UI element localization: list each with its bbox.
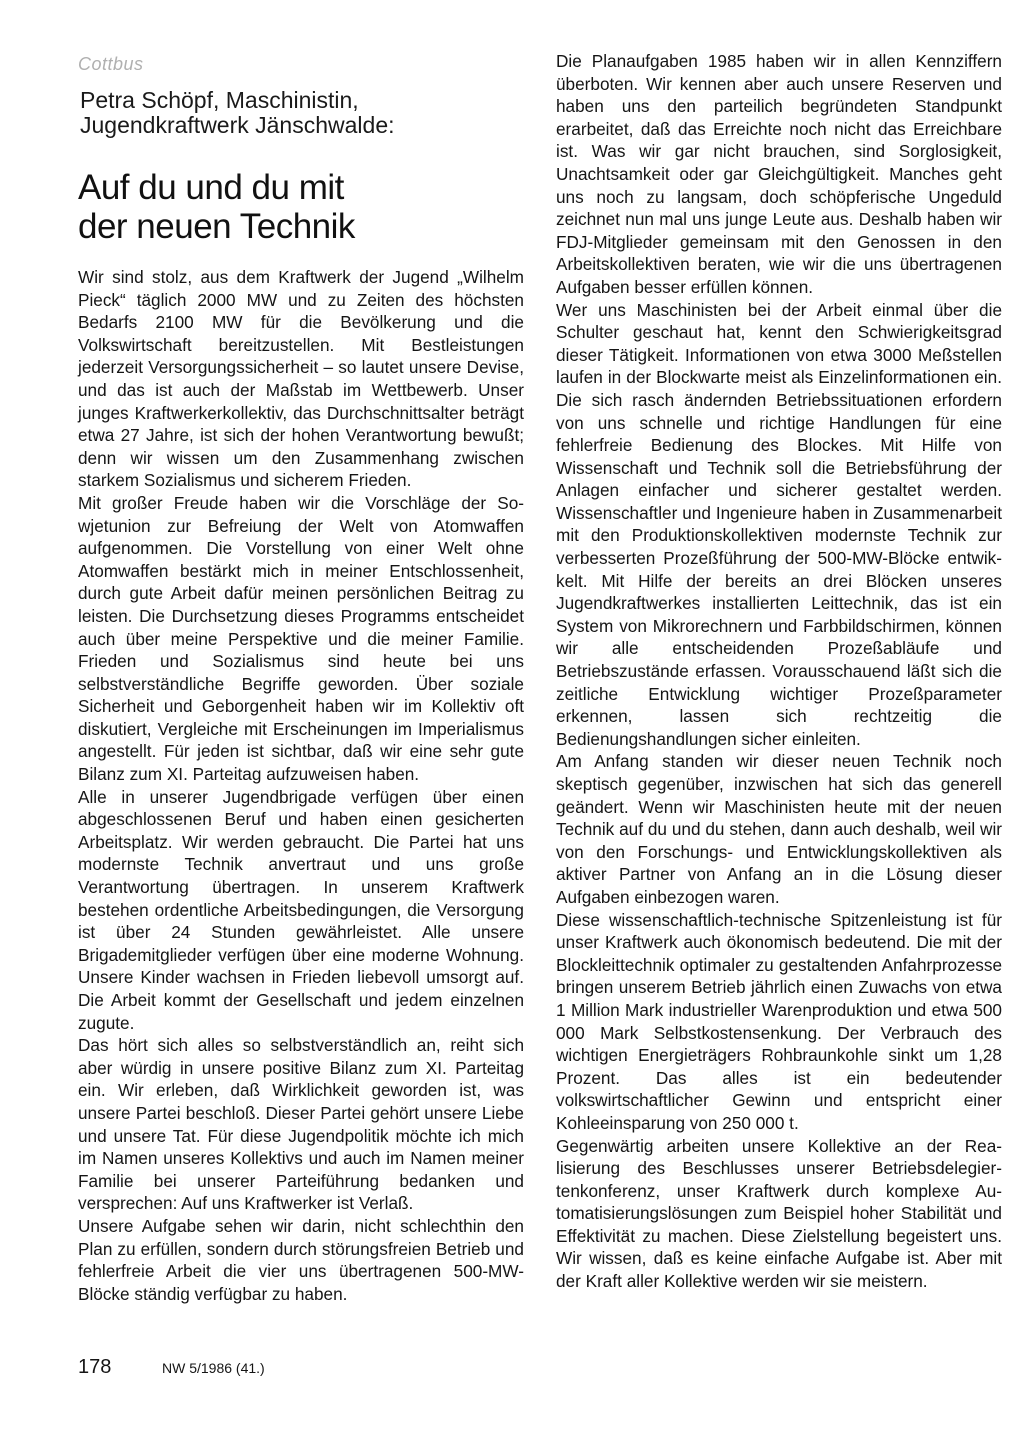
- paragraph: Wer uns Maschinisten bei der Arbeit einmal über die Schulter geschaut hat, kennt den Schwierigkeitsgrad dieser Tätigkeit. Informationen von etwa 3000 Meßstellen laufen in der Blockwarte meist als Einzelinformationen ein. Die sich rasch ändernden Betriebssituationen erfordern von uns schnelle und richtige Handlungen für eine fehlerfreie Bedienung des Blockes. Mit Hilfe von Wissenschaft und Technik soll die Betriebsführung der Anlagen einfacher und sicherer gestaltet werden. Wissenschaftler und Ingenieure haben in Zusammenarbeit mit den Produktionskollektiven modernste Technik zur verbesserten Prozeßführung der 500-MW-Blöcke entwikkelt. Mit Hilfe der bereits an drei Blöcken unseres Jugendkraftwerkes installierten Leittechnik, das ist ein System von Mikrorechnern und Farbbildschirmen, können wir alle entscheidenden Prozeßabläufe und Betriebszustände erfassen. Vorausschauend läßt sich die zeitliche Entwicklung wichtiger Prozeßparameter erkennen, lassen sich rechtzeitig die Bedienungshandlungen sicher einleiten.: [556, 299, 1002, 749]
- article-headline: [78, 168, 548, 246]
- region-label: Cottbus: [78, 54, 144, 74]
- headline-line-2: der neuen Technik: [78, 207, 355, 246]
- paragraph: Gegenwärtig arbeiten unsere Kollektive an der Realisierung des Beschlusses unserer Betriebsdelegiertenkonferenz, unser Kraftwerk durch komplexe Automatisierungslösungen zum Beispiel hoher Stabilität und Effektivität zu machen. Diese Zielstellung begeistert uns. Wir wissen, daß es keine einfache Aufgabe ist. Aber mit der Kraft aller Kollektive werden wir sie meistern.: [556, 1135, 1002, 1292]
- paragraph: Die Planaufgaben 1985 haben wir in allen Kennziffern überboten. Wir kennen aber auch unsere Reserven und haben uns den parteilich begründeten Standpunkt erarbeitet, daß das Erreichte noch nicht das Erreichbare ist. Was wir gar nicht brauchen, sind Sorglosigkeit, Unachtsamkeit oder gar Gleichgültigkeit. Manches geht uns noch zu langsam, doch schöpferische Ungeduld zeichnet nun mal uns junge Leute aus. Deshalb haben wir FDJ-Mitglieder gemeinsam mit den Genossen in den Arbeitskollektiven beraten, wie wir die uns übertragenen Aufgaben besser erfüllen können.: [556, 51, 1002, 297]
- paragraph: Am Anfang standen wir dieser neuen Technik noch skeptisch gegenüber, inzwischen hat sich das generell geändert. Wenn wir Maschinisten heute mit der neuen Technik auf du und du stehen, dann auch deshalb, weil wir von den Forschungs- und Entwicklungskollektiven als aktiver Partner von Anfang an in die Lösung dieser Aufgaben einbezogen waren.: [556, 751, 1002, 907]
- body-column-left: [78, 266, 524, 1305]
- body-column-right: [556, 50, 1002, 1293]
- author-line-1: Petra Schöpf, Maschinistin,: [80, 87, 359, 113]
- paragraph: Mit großer Freude haben wir die Vorschläge der Sowjetunion zur Befreiung der Welt von Atomwaffen aufgenommen. Die Vorstellung von einer Welt ohne Atomwaffen bestärkt mich in meiner Entschlossenheit, durch gute Arbeit dafür meinen persönlichen Beitrag zu leisten. Die Durchsetzung dieses Programms entscheidet auch über meine Perspektive und die meiner Familie. Frieden und Sozialismus sind heute bei uns selbstverständliche Begriffe geworden. Über soziale Sicherheit und Geborgenheit haben wir im Kollektiv oft diskutiert, Vergleiche mit Erscheinungen im Imperialismus angestellt. Für jeden ist sichtbar, daß wir eine sehr gute Bilanz zum XI. Parteitag aufzuweisen haben.: [78, 492, 524, 785]
- paragraph: Unsere Aufgabe sehen wir darin, nicht schlechthin den Plan zu erfüllen, sondern durch störungsfreien Betrieb und fehlerfreie Arbeit die vier uns übertragenen 500-MW-Blöcke ständig verfügbar zu haben.: [78, 1215, 524, 1304]
- paragraph: Das hört sich alles so selbstverständlich an, reiht sich aber würdig in unsere positive Bilanz zum XI. Parteitag ein. Wir erleben, daß Wirklichkeit geworden ist, was unsere Partei beschloß. Dieser Partei gehört unsere Liebe und unsere Tat. Für diese Jugendpolitik möchte ich mich im Namen unseres Kollektivs und auch im Namen meiner Familie bei unserer Parteiführung bedanken und versprechen: Auf uns Kraftwerker ist Verlaß.: [78, 1035, 524, 1214]
- page-number: 178: [78, 1356, 112, 1378]
- issue-reference: NW 5/1986 (41.): [162, 1360, 265, 1376]
- headline-line-1: Auf du und du mit: [78, 168, 344, 207]
- paragraph: Wir sind stolz, aus dem Kraftwerk der Jugend „Wilhelm Pieck“ täglich 2000 MW und zu Zeiten des höchsten Bedarfs 2100 MW für die Bevölkerung und die Volkswirtschaft bereitzustellen. Mit Bestleistungen jederzeit Versorgungssicherheit – so lautet unsere Devise, und das ist auch der Maßstab im Wettbewerb. Unser junges Kraftwerkerkollektiv, das Durchschnittsalter beträgt etwa 27 Jahre, ist sich der hohen Verantwortung bewußt; denn wir wissen um den Zusammenhang zwischen starkem Sozialismus und sicherem Frieden.: [78, 267, 524, 491]
- paragraph: Diese wissenschaftlich-technische Spitzenleistung ist für unser Kraftwerk auch ökonomisch bedeutend. Die mit der Blockleittechnik optimaler zu gestaltenden Anfahrprozesse bringen unserem Betrieb jährlich einen Zuwachs von etwa 1 Million Mark industrieller Warenproduktion und etwa 500 000 Mark Selbstkostensenkung. Der Verbrauch des wichtigen Energieträgers Rohbraunkohle sinkt um 1,28 Prozent. Das alles ist ein bedeutender volkswirtschaftlicher Gewinn und entspricht einer Kohleeinsparung von 250 000 t.: [556, 909, 1002, 1133]
- paragraph: Alle in unserer Jugendbrigade verfügen über einen abgeschlossenen Beruf und haben einen gesicherten Arbeitsplatz. Wir werden gebraucht. Die Partei hat uns modernste Technik anvertraut und uns große Verantwortung übertragen. In unserem Kraftwerk bestehen ordentliche Arbeitsbedingungen, die Versorgung ist über 24 Stunden gewährleistet. Alle unsere Brigademitglieder verfügen über eine moderne Wohnung. Unsere Kinder wachsen in Frieden liebevoll umsorgt auf. Die Arbeit kommt der Gesellschaft und jedem einzelnen zugute.: [78, 786, 524, 1033]
- author-byline: [80, 88, 540, 138]
- author-line-2: Jugendkraftwerk Jänschwalde:: [80, 112, 395, 138]
